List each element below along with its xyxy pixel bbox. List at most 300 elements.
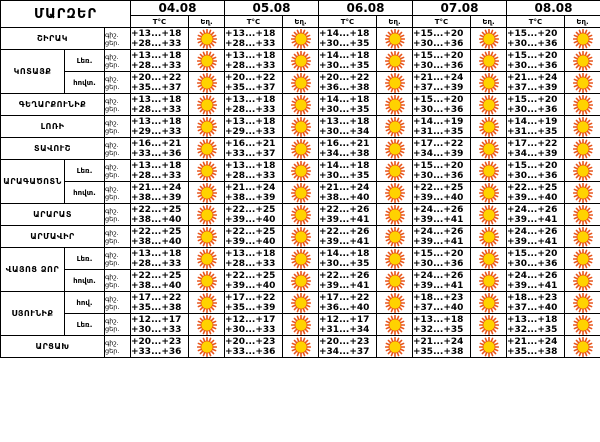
sun-icon — [573, 73, 593, 93]
temperature-cell — [225, 50, 283, 72]
weather-column-header: Եղ. — [189, 16, 225, 28]
night-temperature: +21...+24 — [507, 336, 558, 347]
sun-icon — [291, 337, 311, 357]
sun-icon — [573, 51, 593, 71]
weather-cell — [283, 94, 319, 116]
temperature-cell — [131, 204, 189, 226]
sun-icon — [479, 73, 499, 93]
temp-column-header: T°C — [225, 16, 283, 28]
day-temperature: +30...+36 — [413, 258, 464, 269]
weather-cell — [283, 50, 319, 72]
day-temperature: +28...+33 — [225, 38, 276, 49]
table-row — [1, 248, 600, 270]
table-row — [1, 72, 600, 94]
night-label: գիշ. — [105, 338, 119, 347]
sun-icon — [291, 73, 311, 93]
night-temperature: +17...+22 — [319, 292, 370, 303]
subregion-label: հովտ. — [65, 182, 105, 204]
weather-cell — [471, 138, 507, 160]
sun-icon — [573, 161, 593, 181]
night-temperature: +13...+18 — [131, 28, 182, 39]
night-temperature: +14...+19 — [413, 116, 464, 127]
day-temperature: +33...+36 — [131, 346, 182, 357]
sun-icon — [479, 117, 499, 137]
night-label: գիշ. — [105, 74, 119, 83]
sun-icon — [479, 205, 499, 225]
sun-icon — [385, 51, 405, 71]
temperature-cell — [413, 28, 471, 50]
sun-icon — [479, 139, 499, 159]
sun-icon — [385, 117, 405, 137]
sun-icon — [385, 139, 405, 159]
day-temperature: +39...+41 — [413, 236, 464, 247]
table-row — [1, 204, 600, 226]
region-name: ԼՈՌԻ — [1, 116, 105, 138]
night-temperature: +22...+26 — [319, 204, 370, 215]
sun-icon — [479, 315, 499, 335]
table-row — [1, 94, 600, 116]
weather-cell — [189, 270, 225, 292]
sun-icon — [291, 205, 311, 225]
subregion-label: հովտ. — [65, 270, 105, 292]
day-temperature: +39...+40 — [225, 214, 276, 225]
weather-cell — [377, 28, 413, 50]
weather-cell — [471, 314, 507, 336]
sun-icon — [291, 117, 311, 137]
temperature-cell — [131, 138, 189, 160]
day-temperature: +38...+40 — [319, 192, 370, 203]
day-label: ցեր. — [105, 236, 120, 245]
weather-cell — [565, 160, 600, 182]
night-temperature: +24...+26 — [413, 270, 464, 281]
day-header: 07.08 — [413, 1, 507, 16]
temperature-cell — [225, 138, 283, 160]
night-temperature: +12...+17 — [225, 314, 276, 325]
weather-cell — [377, 292, 413, 314]
sun-icon — [291, 183, 311, 203]
sun-icon — [479, 337, 499, 357]
day-temperature: +30...+35 — [319, 104, 370, 115]
sun-icon — [291, 293, 311, 313]
weather-cell — [189, 314, 225, 336]
temperature-cell — [319, 160, 377, 182]
sun-icon — [573, 271, 593, 291]
weather-cell — [471, 116, 507, 138]
temperature-cell — [413, 72, 471, 94]
sun-icon — [573, 139, 593, 159]
day-temperature: +30...+36 — [413, 38, 464, 49]
day-temperature: +39...+40 — [225, 236, 276, 247]
weather-cell — [565, 336, 600, 358]
day-temperature: +37...+40 — [507, 302, 558, 313]
sun-icon — [479, 51, 499, 71]
day-temperature: +30...+36 — [507, 258, 558, 269]
night-temperature: +13...+18 — [131, 50, 182, 61]
temperature-cell — [319, 226, 377, 248]
day-temperature: +35...+39 — [225, 302, 276, 313]
table-row — [1, 314, 600, 336]
day-label: ցեր. — [105, 170, 120, 179]
table-row — [1, 50, 600, 72]
temperature-cell — [225, 226, 283, 248]
day-header: 04.08 — [131, 1, 225, 16]
table-row — [1, 182, 600, 204]
weather-cell — [283, 116, 319, 138]
table-row — [1, 226, 600, 248]
weather-cell — [565, 50, 600, 72]
table-row — [1, 160, 600, 182]
temperature-cell — [225, 292, 283, 314]
day-temperature: +30...+36 — [413, 104, 464, 115]
weather-cell — [189, 336, 225, 358]
table-row — [1, 28, 600, 50]
day-temperature: +31...+35 — [507, 126, 558, 137]
sun-icon — [197, 271, 217, 291]
sun-icon — [385, 227, 405, 247]
night-temperature: +22...+26 — [319, 270, 370, 281]
day-temperature: +32...+35 — [413, 324, 464, 335]
temperature-cell — [413, 248, 471, 270]
weather-cell — [377, 116, 413, 138]
temperature-cell — [507, 28, 565, 50]
weather-cell — [189, 28, 225, 50]
weather-cell — [565, 28, 600, 50]
night-temperature: +22...+25 — [507, 182, 558, 193]
night-temperature: +22...+25 — [131, 270, 182, 281]
night-label: գիշ. — [105, 162, 119, 171]
sun-icon — [385, 293, 405, 313]
night-temperature: +20...+23 — [225, 336, 276, 347]
night-temperature: +22...+25 — [131, 204, 182, 215]
temperature-cell — [319, 138, 377, 160]
temperature-cell — [319, 336, 377, 358]
night-temperature: +14...+18 — [319, 160, 370, 171]
weather-cell — [377, 138, 413, 160]
temperature-cell — [131, 28, 189, 50]
night-temperature: +15...+20 — [413, 50, 464, 61]
table-row — [1, 138, 600, 160]
region-name: ԱՐՑԱԽ — [1, 336, 105, 358]
weather-cell — [377, 314, 413, 336]
subregion-label: Լեռ. — [65, 50, 105, 72]
temp-column-header: T°C — [319, 16, 377, 28]
temperature-cell — [131, 248, 189, 270]
day-temperature: +28...+33 — [131, 38, 182, 49]
region-name: ԳԵՂԱՐՔՈՒՆԻՔ — [1, 94, 105, 116]
day-temperature: +28...+33 — [131, 258, 182, 269]
night-temperature: +22...+25 — [131, 226, 182, 237]
day-temperature: +30...+35 — [319, 38, 370, 49]
weather-cell — [565, 248, 600, 270]
night-temperature: +14...+18 — [319, 248, 370, 259]
day-temperature: +30...+35 — [319, 170, 370, 181]
weather-cell — [377, 50, 413, 72]
night-temperature: +17...+22 — [413, 138, 464, 149]
sun-icon — [197, 337, 217, 357]
day-temperature: +39...+40 — [225, 280, 276, 291]
weather-cell — [377, 94, 413, 116]
night-temperature: +24...+26 — [507, 226, 558, 237]
weather-cell — [283, 336, 319, 358]
weather-cell — [189, 248, 225, 270]
sun-icon — [573, 205, 593, 225]
night-temperature: +13...+18 — [413, 314, 464, 325]
temperature-cell — [319, 50, 377, 72]
day-temperature: +31...+35 — [413, 126, 464, 137]
sun-icon — [573, 337, 593, 357]
temperature-cell — [413, 160, 471, 182]
sun-icon — [197, 51, 217, 71]
temperature-cell — [507, 292, 565, 314]
sun-icon — [197, 205, 217, 225]
temperature-cell — [319, 270, 377, 292]
weather-cell — [471, 204, 507, 226]
night-temperature: +13...+18 — [131, 116, 182, 127]
night-temperature: +15...+20 — [413, 160, 464, 171]
temperature-cell — [507, 270, 565, 292]
day-temperature: +30...+36 — [507, 38, 558, 49]
sun-icon — [197, 95, 217, 115]
night-temperature: +13...+18 — [131, 94, 182, 105]
temperature-cell — [507, 182, 565, 204]
night-temperature: +15...+20 — [413, 94, 464, 105]
day-temperature: +30...+36 — [507, 60, 558, 71]
weather-cell — [189, 138, 225, 160]
day-label: ցեր. — [105, 148, 120, 157]
weather-column-header: Եղ. — [283, 16, 319, 28]
night-temperature: +14...+18 — [319, 94, 370, 105]
temperature-cell — [131, 226, 189, 248]
night-temperature: +15...+20 — [507, 94, 558, 105]
day-temperature: +39...+41 — [319, 280, 370, 291]
day-temperature: +39...+41 — [413, 280, 464, 291]
sun-icon — [291, 51, 311, 71]
night-temperature: +24...+26 — [507, 204, 558, 215]
sun-icon — [385, 271, 405, 291]
night-label: գիշ. — [105, 206, 119, 215]
day-temperature: +30...+36 — [413, 170, 464, 181]
night-temperature: +15...+20 — [507, 160, 558, 171]
day-temperature: +39...+41 — [507, 214, 558, 225]
weather-cell — [377, 160, 413, 182]
day-temperature: +33...+36 — [225, 346, 276, 357]
sun-icon — [197, 183, 217, 203]
sun-icon — [385, 29, 405, 49]
temperature-cell — [319, 204, 377, 226]
period-labels — [105, 226, 131, 248]
sun-icon — [479, 95, 499, 115]
weather-cell — [377, 336, 413, 358]
sun-icon — [385, 183, 405, 203]
night-temperature: +22...+25 — [225, 270, 276, 281]
temperature-cell — [131, 72, 189, 94]
night-temperature: +13...+18 — [131, 248, 182, 259]
day-temperature: +35...+38 — [131, 302, 182, 313]
weather-column-header: Եղ. — [565, 16, 600, 28]
day-temperature: +28...+33 — [225, 104, 276, 115]
weather-cell — [471, 270, 507, 292]
sun-icon — [573, 95, 593, 115]
day-label: ցեր. — [105, 126, 120, 135]
day-label: ցեր. — [105, 280, 120, 289]
night-temperature: +22...+25 — [225, 204, 276, 215]
temp-column-header: T°C — [413, 16, 471, 28]
region-name: ՏԱՎՈՒՇ — [1, 138, 105, 160]
sun-icon — [479, 293, 499, 313]
temperature-cell — [413, 336, 471, 358]
night-temperature: +17...+22 — [131, 292, 182, 303]
day-temperature: +32...+35 — [507, 324, 558, 335]
temperature-cell — [507, 248, 565, 270]
sun-icon — [573, 29, 593, 49]
sun-icon — [385, 249, 405, 269]
weather-column-header: Եղ. — [377, 16, 413, 28]
day-temperature: +30...+36 — [507, 170, 558, 181]
night-temperature: +20...+23 — [131, 336, 182, 347]
subregion-label: հովտ. — [65, 72, 105, 94]
weather-cell — [189, 50, 225, 72]
period-labels — [105, 204, 131, 226]
night-temperature: +15...+20 — [413, 248, 464, 259]
weather-cell — [565, 72, 600, 94]
sun-icon — [385, 95, 405, 115]
day-temperature: +39...+41 — [319, 236, 370, 247]
sun-icon — [197, 73, 217, 93]
region-name: ԱՐԱԳԱԾՈՏՆ — [1, 160, 65, 204]
period-labels — [105, 72, 131, 94]
weather-cell — [565, 226, 600, 248]
night-label: գիշ. — [105, 316, 119, 325]
weather-cell — [471, 160, 507, 182]
sun-icon — [197, 139, 217, 159]
day-temperature: +30...+33 — [131, 324, 182, 335]
weather-cell — [189, 94, 225, 116]
temperature-cell — [225, 204, 283, 226]
temperature-cell — [131, 336, 189, 358]
weather-cell — [283, 248, 319, 270]
day-temperature: +38...+40 — [131, 236, 182, 247]
night-temperature: +22...+25 — [225, 226, 276, 237]
night-temperature: +20...+22 — [225, 72, 276, 83]
day-temperature: +35...+38 — [507, 346, 558, 357]
sun-icon — [573, 315, 593, 335]
day-header-row — [1, 1, 600, 16]
regions-heading: ՄԱՐԶԵՐ — [1, 1, 131, 28]
day-label: ցեր. — [105, 324, 120, 333]
weather-cell — [283, 314, 319, 336]
period-labels — [105, 182, 131, 204]
day-temperature: +28...+33 — [131, 104, 182, 115]
day-temperature: +34...+38 — [319, 148, 370, 159]
sun-icon — [197, 315, 217, 335]
sun-icon — [479, 227, 499, 247]
day-temperature: +33...+37 — [225, 148, 276, 159]
night-temperature: +14...+18 — [319, 28, 370, 39]
temperature-cell — [131, 160, 189, 182]
weather-cell — [565, 116, 600, 138]
temperature-cell — [413, 116, 471, 138]
period-labels — [105, 160, 131, 182]
subregion-label: Լեռ. — [65, 248, 105, 270]
temperature-cell — [131, 116, 189, 138]
sun-icon — [479, 249, 499, 269]
weather-cell — [189, 204, 225, 226]
weather-cell — [189, 226, 225, 248]
temperature-cell — [413, 182, 471, 204]
period-labels — [105, 28, 131, 50]
day-label: ցեր. — [105, 104, 120, 113]
day-temperature: +30...+34 — [319, 126, 370, 137]
weather-cell — [189, 292, 225, 314]
temperature-cell — [413, 50, 471, 72]
night-temperature: +14...+18 — [319, 50, 370, 61]
night-label: գիշ. — [105, 30, 119, 39]
day-label: ցեր. — [105, 346, 120, 355]
night-temperature: +13...+18 — [225, 160, 276, 171]
day-header: 08.08 — [507, 1, 600, 16]
night-temperature: +13...+18 — [225, 116, 276, 127]
weather-cell — [377, 182, 413, 204]
night-temperature: +16...+21 — [319, 138, 370, 149]
temperature-cell — [131, 270, 189, 292]
sun-icon — [573, 227, 593, 247]
night-temperature: +17...+22 — [225, 292, 276, 303]
sun-icon — [479, 183, 499, 203]
day-temperature: +34...+39 — [413, 148, 464, 159]
region-name: ՇԻՐԱԿ — [1, 28, 105, 50]
weather-cell — [565, 292, 600, 314]
temperature-cell — [413, 292, 471, 314]
temperature-cell — [413, 226, 471, 248]
day-temperature: +28...+33 — [131, 170, 182, 181]
day-temperature: +39...+41 — [507, 236, 558, 247]
night-label: գիշ. — [105, 228, 119, 237]
temperature-cell — [319, 182, 377, 204]
weather-cell — [565, 270, 600, 292]
day-temperature: +34...+37 — [319, 346, 370, 357]
sun-icon — [479, 29, 499, 49]
table-row — [1, 336, 600, 358]
temperature-cell — [413, 270, 471, 292]
day-temperature: +38...+39 — [225, 192, 276, 203]
temperature-cell — [225, 270, 283, 292]
night-temperature: +13...+18 — [225, 94, 276, 105]
temperature-cell — [131, 292, 189, 314]
night-temperature: +22...+26 — [319, 226, 370, 237]
temperature-cell — [131, 182, 189, 204]
night-temperature: +21...+24 — [225, 182, 276, 193]
subregion-label: Լեռ. — [65, 160, 105, 182]
period-labels — [105, 292, 131, 314]
day-temperature: +28...+33 — [225, 60, 276, 71]
sun-icon — [291, 161, 311, 181]
temperature-cell — [319, 314, 377, 336]
day-temperature: +39...+40 — [507, 192, 558, 203]
region-name: ՎԱՅՈՑ ՁՈՐ — [1, 248, 65, 292]
day-temperature: +39...+41 — [507, 280, 558, 291]
period-labels — [105, 116, 131, 138]
temperature-cell — [507, 138, 565, 160]
night-temperature: +15...+20 — [507, 248, 558, 259]
day-label: ցեր. — [105, 192, 120, 201]
temperature-cell — [507, 204, 565, 226]
weather-cell — [471, 292, 507, 314]
day-temperature: +31...+34 — [319, 324, 370, 335]
night-temperature: +14...+19 — [507, 116, 558, 127]
temperature-cell — [225, 336, 283, 358]
day-header: 06.08 — [319, 1, 413, 16]
sun-icon — [573, 249, 593, 269]
